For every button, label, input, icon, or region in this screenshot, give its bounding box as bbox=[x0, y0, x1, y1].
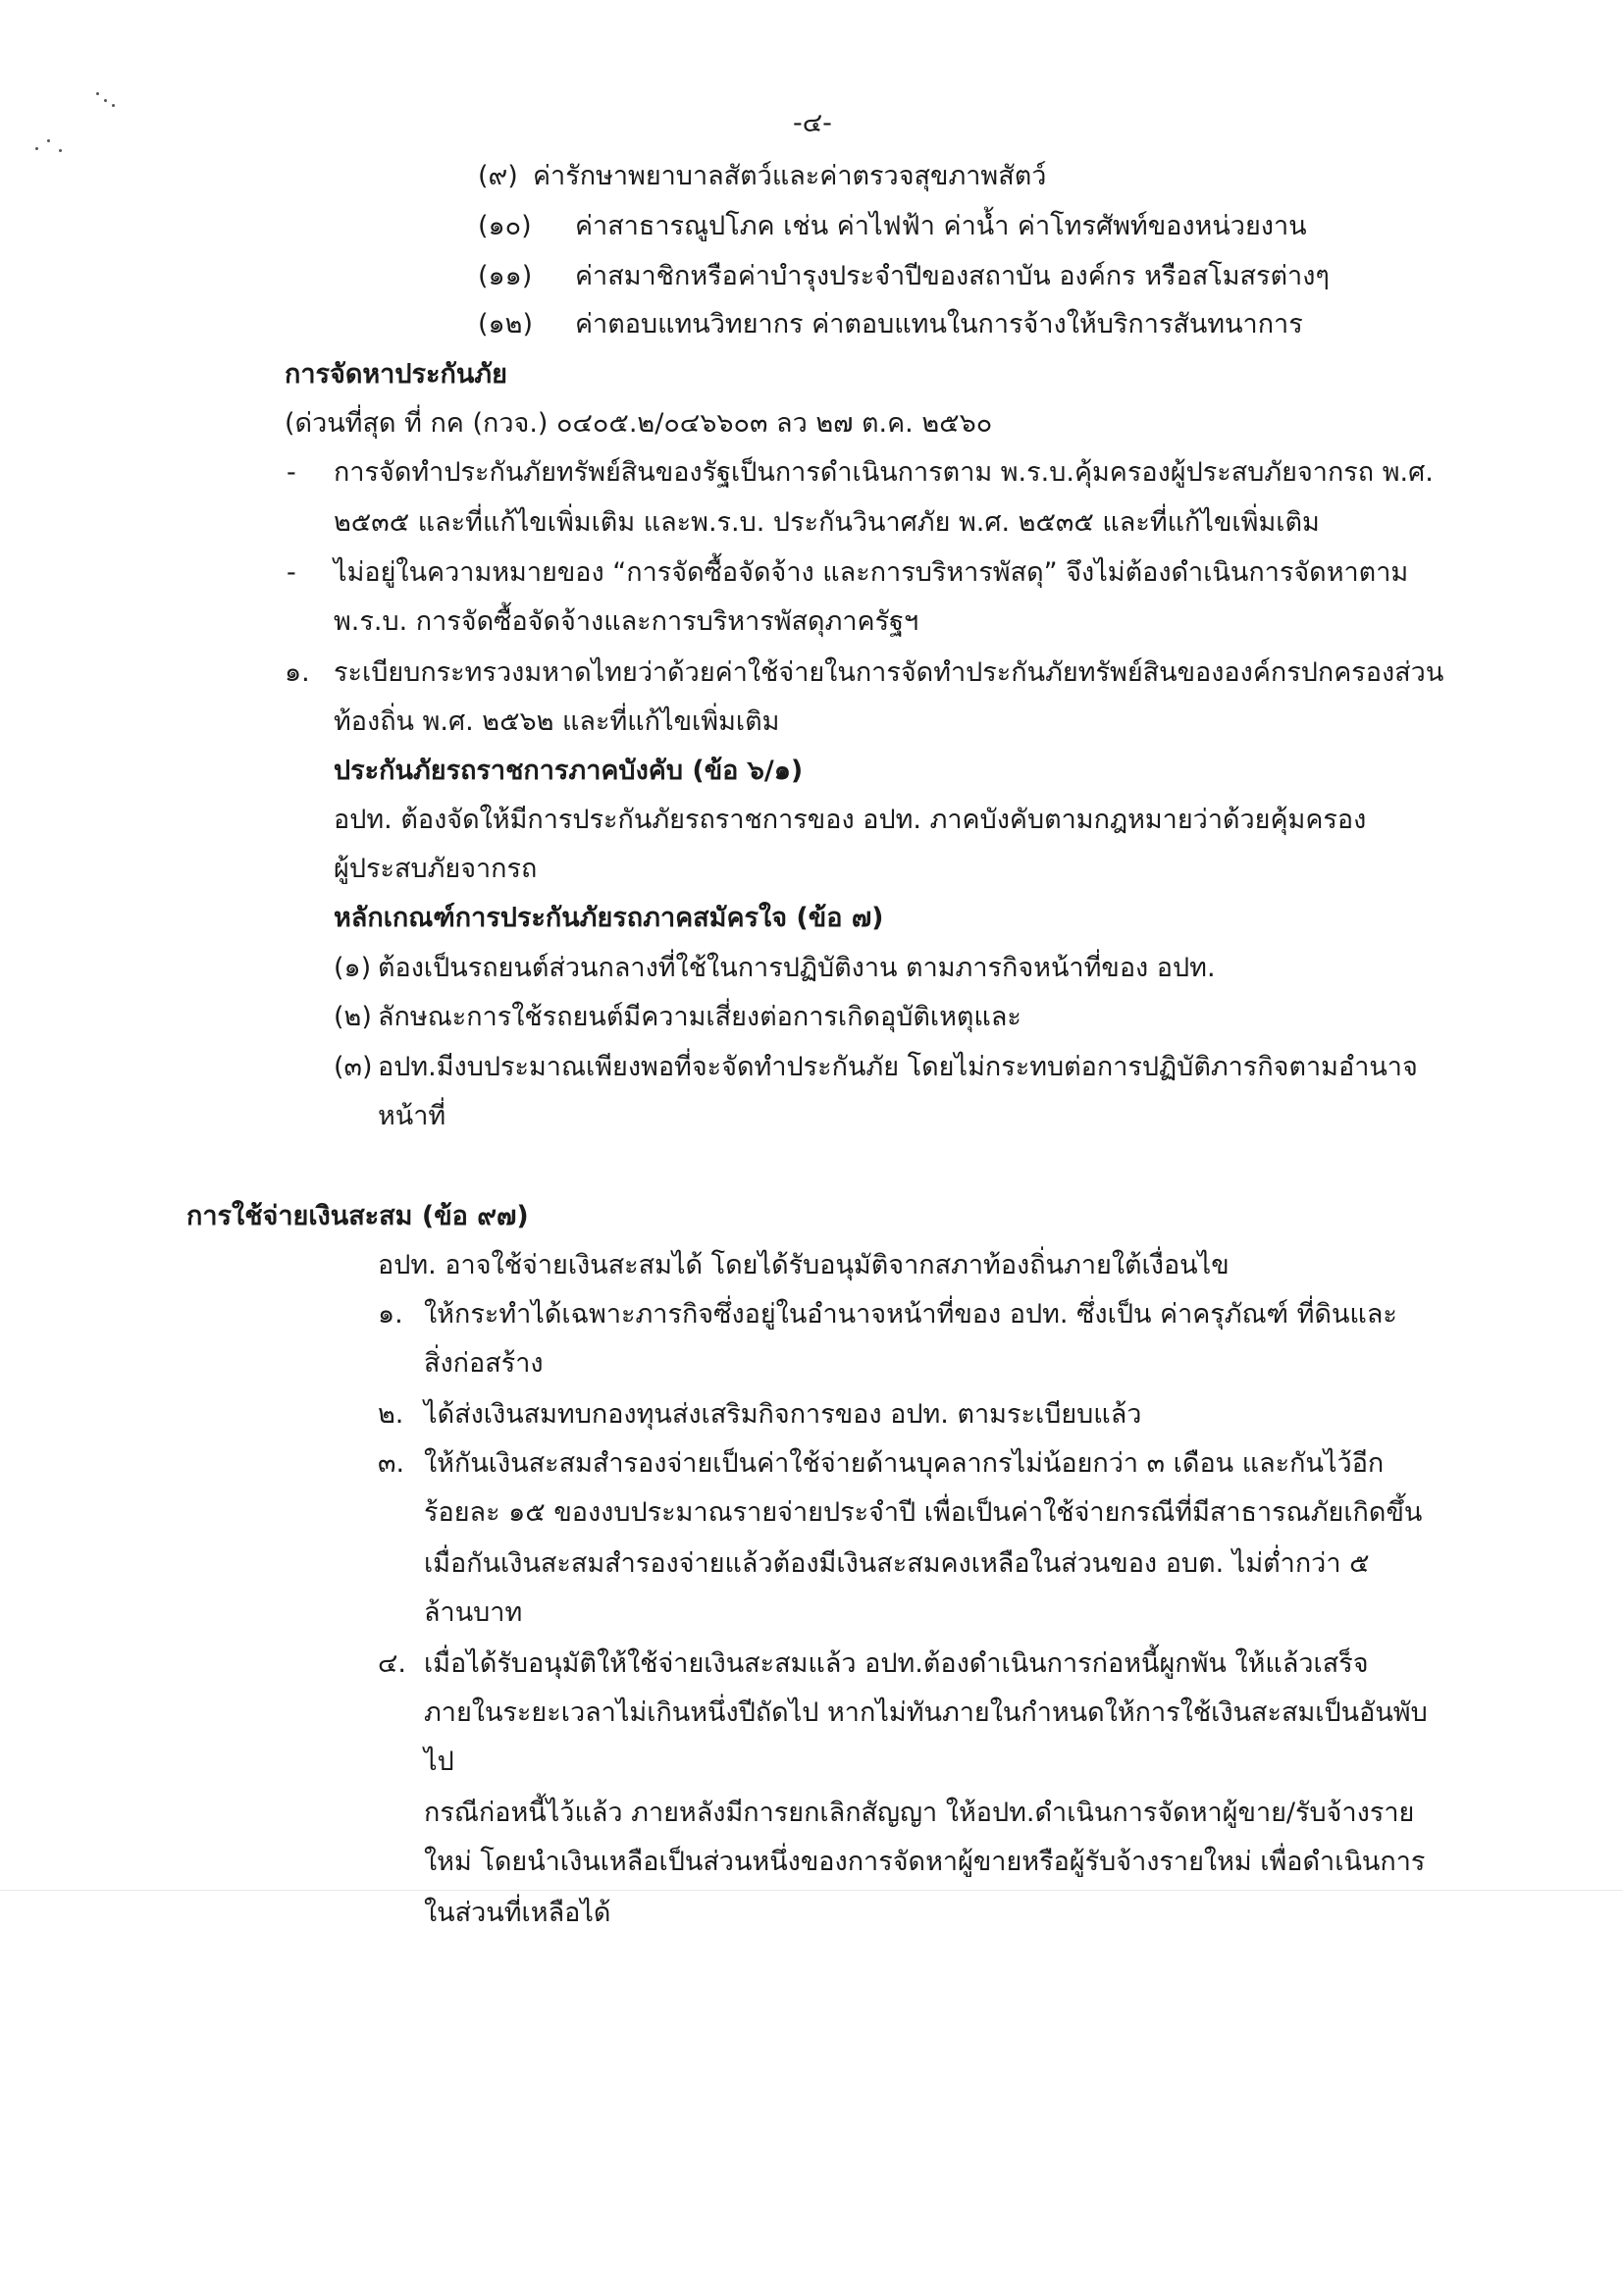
savings-item-text: ภายในระยะเวลาไม่เกินหนึ่งปีถัดไป หากไม่ทันภายในกำหนดให้การใช้เงินสะสมเป็นอันพับ bbox=[424, 1697, 1428, 1728]
list-marker: ๑. bbox=[285, 657, 310, 688]
list-marker: ๑. bbox=[378, 1299, 403, 1330]
scan-speck bbox=[104, 99, 107, 102]
dash-marker: - bbox=[287, 457, 296, 488]
voluntary-item-text: หน้าที่ bbox=[378, 1101, 446, 1131]
list-marker: ๒. bbox=[378, 1399, 404, 1430]
compulsory-heading: ประกันภัยรถราชการภาคบังคับ (ข้อ ๖/๑) bbox=[334, 756, 804, 786]
dash-item-text: การจัดทำประกันภัยทรัพย์สินของรัฐเป็นการดำเนินการตาม พ.ร.บ.คุ้มครองผู้ประสบภัยจากรถ พ.ศ. bbox=[334, 457, 1434, 488]
list-marker: (๒) bbox=[334, 1002, 372, 1032]
regulation-text: ระเบียบกระทรวงมหาดไทยว่าด้วยค่าใช้จ่ายในการจัดทำประกันภัยทรัพย์สินขององค์กรปกครองส่วน bbox=[334, 657, 1444, 688]
voluntary-item-text: อปท.มีงบประมาณเพียงพอที่จะจัดทำประกันภัย โดยไม่กระทบต่อการปฏิบัติภารกิจตามอำนาจ bbox=[378, 1052, 1418, 1082]
list-item-text: ค่าตอบแทนวิทยากร ค่าตอบแทนในการจ้างให้บริการสันทนาการ bbox=[575, 309, 1303, 339]
regulation-text: ท้องถิ่น พ.ศ. ๒๕๖๒ และที่แก้ไขเพิ่มเติม bbox=[334, 706, 780, 737]
list-marker: (๑) bbox=[334, 953, 372, 983]
voluntary-item-text: ลักษณะการใช้รถยนต์มีความเสี่ยงต่อการเกิดอุบัติเหตุและ bbox=[378, 1002, 1021, 1032]
savings-item-text: เมื่อกันเงินสะสมสำรองจ่ายแล้วต้องมีเงินสะสมคงเหลือในส่วนของ อบต. ไม่ต่ำกว่า ๕ bbox=[424, 1548, 1370, 1579]
insurance-heading: การจัดหาประกันภัย bbox=[285, 359, 507, 390]
compulsory-text: ผู้ประสบภัยจากรถ bbox=[334, 854, 538, 884]
dash-item-text: ๒๕๓๕ และที่แก้ไขเพิ่มเติม และพ.ร.บ. ประกันวินาศภัย พ.ศ. ๒๕๓๕ และที่แก้ไขเพิ่มเติม bbox=[334, 507, 1320, 538]
list-item-text: ค่ารักษาพยาบาลสัตว์และค่าตรวจสุขภาพสัตว์ bbox=[533, 161, 1047, 191]
dash-item-text: ไม่อยู่ในความหมายของ “การจัดซื้อจัดจ้าง และการบริหารพัสดุ” จึงไม่ต้องดำเนินการจัดหาตาม bbox=[334, 557, 1409, 588]
insurance-reference: (ด่วนที่สุด ที่ กค (กวจ.) ๐๔๐๕.๒/๐๔๖๖๐๓ ลว ๒๗ ต.ค. ๒๕๖๐ bbox=[285, 408, 993, 439]
savings-item-text: เมื่อได้รับอนุมัติให้ใช้จ่ายเงินสะสมแล้ว อปท.ต้องดำเนินการก่อหนี้ผูกพัน ให้แล้วเสร็จ bbox=[424, 1648, 1369, 1679]
scan-speck bbox=[47, 139, 50, 142]
dash-item-text: พ.ร.บ. การจัดซื้อจัดจ้างและการบริหารพัสดุภาครัฐฯ bbox=[334, 606, 919, 637]
savings-intro: อปท. อาจใช้จ่ายเงินสะสมได้ โดยได้รับอนุมัติจากสภาท้องถิ่นภายใต้เงื่อนไข bbox=[378, 1250, 1230, 1280]
savings-item-text: ให้กันเงินสะสมสำรองจ่ายเป็นค่าใช้จ่ายด้านบุคลากรไม่น้อยกว่า ๓ เดือน และกันไว้อีก bbox=[424, 1448, 1385, 1479]
list-marker: (๓) bbox=[334, 1052, 373, 1082]
list-marker: (๑๐) bbox=[478, 211, 532, 241]
savings-item-text: ให้กระทำได้เฉพาะภารกิจซึ่งอยู่ในอำนาจหน้าที่ของ อปท. ซึ่งเป็น ค่าครุภัณฑ์ ที่ดินและ bbox=[424, 1299, 1397, 1330]
scan-fold-line bbox=[0, 1890, 1623, 1891]
voluntary-item-text: ต้องเป็นรถยนต์ส่วนกลางที่ใช้ในการปฏิบัติงาน ตามภารกิจหน้าที่ของ อปท. bbox=[378, 953, 1216, 983]
list-marker: (๑๒) bbox=[478, 309, 534, 339]
list-item-text: ค่าสมาชิกหรือค่าบำรุงประจำปีของสถาบัน องค์กร หรือสโมสรต่างๆ bbox=[575, 261, 1330, 291]
voluntary-heading: หลักเกณฑ์การประกันภัยรถภาคสมัครใจ (ข้อ ๗) bbox=[334, 903, 884, 933]
dash-marker: - bbox=[287, 557, 296, 588]
savings-item-text: ล้านบาท bbox=[424, 1597, 523, 1628]
savings-item-text: ใหม่ โดยนำเงินเหลือเป็นส่วนหนึ่งของการจัดหาผู้ขายหรือผู้รับจ้างรายใหม่ เพื่อดำเนินการ bbox=[424, 1847, 1426, 1877]
scan-speck bbox=[35, 147, 38, 150]
compulsory-text: อปท. ต้องจัดให้มีการประกันภัยรถราชการของ อปท. ภาคบังคับตามกฎหมายว่าด้วยคุ้มครอง bbox=[334, 805, 1367, 835]
savings-item-text: สิ่งก่อสร้าง bbox=[424, 1348, 544, 1379]
scan-speck bbox=[112, 104, 115, 107]
savings-heading: การใช้จ่ายเงินสะสม (ข้อ ๙๗) bbox=[186, 1201, 529, 1231]
savings-item-text: ไป bbox=[424, 1747, 454, 1777]
list-marker: ๔. bbox=[378, 1648, 407, 1679]
scan-speck bbox=[59, 149, 62, 152]
scan-speck bbox=[96, 92, 99, 95]
page-number: -๔- bbox=[793, 108, 832, 138]
list-marker: (๙) bbox=[478, 161, 518, 191]
savings-item-text: กรณีก่อหนี้ไว้แล้ว ภายหลังมีการยกเลิกสัญญา ให้อปท.ดำเนินการจัดหาผู้ขาย/รับจ้างราย bbox=[424, 1798, 1415, 1828]
savings-item-text: ได้ส่งเงินสมทบกองทุนส่งเสริมกิจการของ อปท. ตามระเบียบแล้ว bbox=[424, 1399, 1142, 1430]
savings-item-text: ในส่วนที่เหลือได้ bbox=[424, 1898, 611, 1928]
list-marker: ๓. bbox=[378, 1448, 405, 1479]
savings-item-text: ร้อยละ ๑๕ ของงบประมาณรายจ่ายประจำปี เพื่อเป็นค่าใช้จ่ายกรณีที่มีสาธารณภัยเกิดขึ้น bbox=[424, 1497, 1423, 1528]
list-marker: (๑๑) bbox=[478, 261, 533, 291]
list-item-text: ค่าสาธารณูปโภค เช่น ค่าไฟฟ้า ค่าน้ำ ค่าโทรศัพท์ของหน่วยงาน bbox=[575, 211, 1307, 241]
